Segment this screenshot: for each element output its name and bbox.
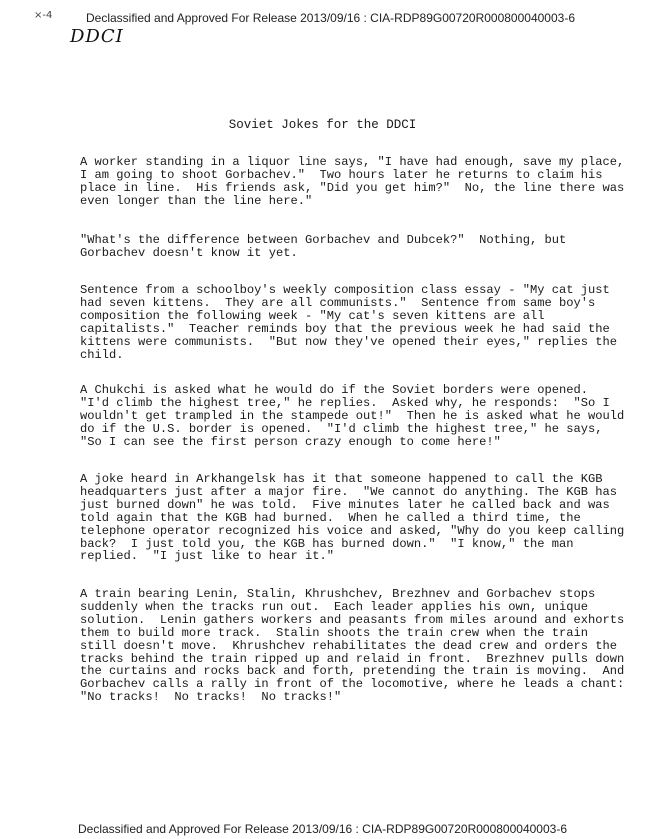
header-release-line: Declassified and Approved For Release 2013/09/16 : CIA-RDP89G00720R000800040003-6 — [86, 11, 575, 25]
text-line: still doesn't move. Khrushchev rehabilitates the dead crew and orders the — [80, 638, 618, 653]
text-line: replied. "I just like to hear it." — [80, 549, 335, 564]
text-line: wouldn't get trampled in the stampede out!" Then he is asked what he would — [80, 408, 625, 423]
text-line: place in line. His friends ask, "Did you get him?" No, the line there was — [80, 180, 625, 195]
text-line: I am going to shoot Gorbachev." Two hours later he returns to claim his — [80, 167, 603, 182]
text-line: just burned down" he was told. Five minutes later he called back and was — [80, 497, 610, 512]
text-line: kittens were communists. "But now they've opened their eyes," replies the — [80, 334, 618, 349]
text-line: had seven kittens. They are all communists." Sentence from same boy's — [80, 295, 596, 310]
document-title: Soviet Jokes for the DDCI — [228, 118, 417, 132]
text-line: capitalists." Teacher reminds boy that the previous week he had said the — [80, 321, 610, 336]
text-line: Gorbachev doesn't know it yet. — [80, 245, 298, 260]
text-line: solution. Lenin gathers workers and peasants from miles around and exhorts — [80, 612, 625, 627]
text-line: the curtains and rocks back and forth, pretending the train is moving. And — [80, 664, 625, 679]
text-line: "What's the difference between Gorbachev and Dubcek?" Nothing, but — [80, 233, 567, 247]
text-line: suddenly when the tracks run out. Each leader applies his own, unique — [80, 599, 589, 614]
text-line: A joke heard in Arkhangelsk has it that someone happened to call the KGB — [80, 472, 603, 486]
text-line: A worker standing in a liquor line says, "I have had enough, save my place, — [80, 155, 625, 169]
text-line: telephone operator recognized his voice and asked, "Why do you keep calling — [80, 523, 625, 538]
text-line: them to build more track. Stalin shoots the train crew when the train — [80, 625, 589, 640]
text-line: child. — [80, 347, 124, 362]
text-line: A Chukchi is asked what he would do if the Soviet borders were opened. — [80, 383, 589, 397]
text-line: "I'd climb the highest tree," he replies. Asked why, he responds: "So I — [80, 395, 610, 410]
text-line: "So I can see the first person crazy enough to come here!" — [80, 434, 501, 449]
text-line: tracks behind the train ripped up and relaid in front. Brezhnev pulls down — [80, 651, 625, 666]
text-line: headquarters just after a major fire. "We cannot do anything. The KGB has — [80, 484, 618, 499]
text-line: A train bearing Lenin, Stalin, Khrushchev, Brezhnev and Gorbachev stops — [80, 587, 596, 601]
text-line: "No tracks! No tracks! No tracks!" — [80, 690, 342, 705]
joke-paragraph-6 — [80, 587, 625, 705]
handwritten-note: DDCI — [70, 26, 124, 47]
text-line: back? I just told you, the KGB has burned down." "I know," the man — [80, 536, 574, 551]
text-line: do if the U.S. border is opened. "I'd climb the highest tree," he says, — [80, 421, 603, 436]
footer-release-line: Declassified and Approved For Release 2013/09/16 : CIA-RDP89G00720R000800040003-6 — [78, 822, 567, 836]
joke-paragraph-4 — [80, 383, 625, 449]
joke-paragraph-2 — [80, 234, 570, 260]
text-line: even longer than the line here." — [80, 193, 313, 208]
corner-marks: ×-4 — [34, 10, 53, 21]
text-line: Gorbachev calls a rally in front of the locomotive, where he leads a chant: — [80, 677, 625, 692]
text-line: Sentence from a schoolboy's weekly composition class essay - "My cat just — [80, 283, 610, 297]
joke-paragraph-1 — [80, 155, 625, 208]
joke-paragraph-3 — [80, 283, 618, 362]
text-line: composition the following week - "My cat's seven kittens are all — [80, 308, 545, 323]
joke-paragraph-5 — [80, 472, 625, 564]
text-line: told again that the KGB had burned. When he called a third time, the — [80, 510, 581, 525]
